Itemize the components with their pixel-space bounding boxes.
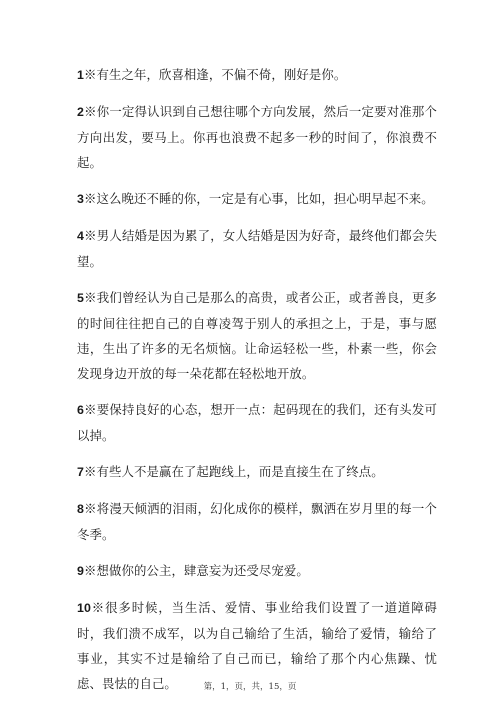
list-item: [77, 459, 437, 485]
item-number: 8: [77, 502, 84, 516]
list-item: [77, 62, 437, 88]
reference-mark: ※: [90, 600, 106, 615]
item-number: 6: [77, 403, 84, 417]
item-number: 9: [77, 564, 84, 578]
document-body: [77, 62, 437, 707]
item-text: 男人结婚是因为累了，女人结婚是因为好奇，最终他们都会失望。: [77, 228, 437, 269]
item-number: 5: [77, 291, 84, 305]
list-item: [77, 558, 437, 584]
reference-mark: ※: [84, 228, 97, 243]
reference-mark: ※: [84, 191, 97, 206]
list-item: [77, 186, 437, 212]
list-item: [77, 99, 437, 175]
reference-mark: ※: [84, 402, 97, 417]
item-text: 你一定得认识到自己想往哪个方向发展，然后一定要对准那个方向出发，要马上。你再也浪费不起多一秒的时间了，你浪费不起。: [77, 104, 437, 170]
item-number: 2: [77, 105, 84, 119]
list-item: [77, 397, 437, 448]
reference-mark: ※: [84, 104, 97, 119]
item-number: 3: [77, 192, 84, 206]
reference-mark: ※: [84, 290, 97, 305]
item-number: 7: [77, 465, 84, 479]
reference-mark: ※: [84, 563, 97, 578]
reference-mark: ※: [84, 67, 97, 82]
item-number: 4: [77, 229, 84, 243]
item-text: 想做你的公主，肆意妄为还受尽宠爱。: [96, 563, 309, 578]
reference-mark: ※: [84, 501, 97, 516]
item-text: 要保持良好的心态，想开一点：起码现在的我们，还有头发可以掉。: [77, 402, 437, 443]
item-text: 这么晚还不睡的你，一定是有心事，比如，担心明早起不来。: [96, 191, 434, 206]
item-text: 有些人不是赢在了起跑线上，而是直接生在了终点。: [96, 464, 384, 479]
list-item: [77, 496, 437, 547]
list-item: [77, 223, 437, 274]
item-text: 将漫天倾洒的泪雨，幻化成你的模样，飘洒在岁月里的每一个冬季。: [77, 501, 437, 542]
list-item: [77, 285, 437, 386]
reference-mark: ※: [84, 464, 97, 479]
item-number: 1: [77, 68, 84, 82]
item-text: 我们曾经认为自己是那么的高贵，或者公正，或者善良，更多的时间往往把自己的自尊凌驾于别人的承担之上，于是，事与愿违，生出了许多的无名烦恼。让命运轻松一些，朴素一些，你会发现身边开放的每一朵花都在轻松地开放。: [77, 290, 437, 381]
page-number-footer: 第，1，页，共，15，页: [203, 682, 297, 692]
item-text: 有生之年，欣喜相逢，不偏不倚，刚好是你。: [96, 67, 347, 82]
item-number: 10: [77, 601, 91, 615]
item-text: 很多时候，当生活、爱情、事业给我们设置了一道道障碍时，我们溃不成军，以为自己输给了生活，输给了爱情，输给了事业，其实不过是输给了自己而已，输给了那个内心焦躁、忧虑、畏怯的自己。: [77, 600, 438, 691]
